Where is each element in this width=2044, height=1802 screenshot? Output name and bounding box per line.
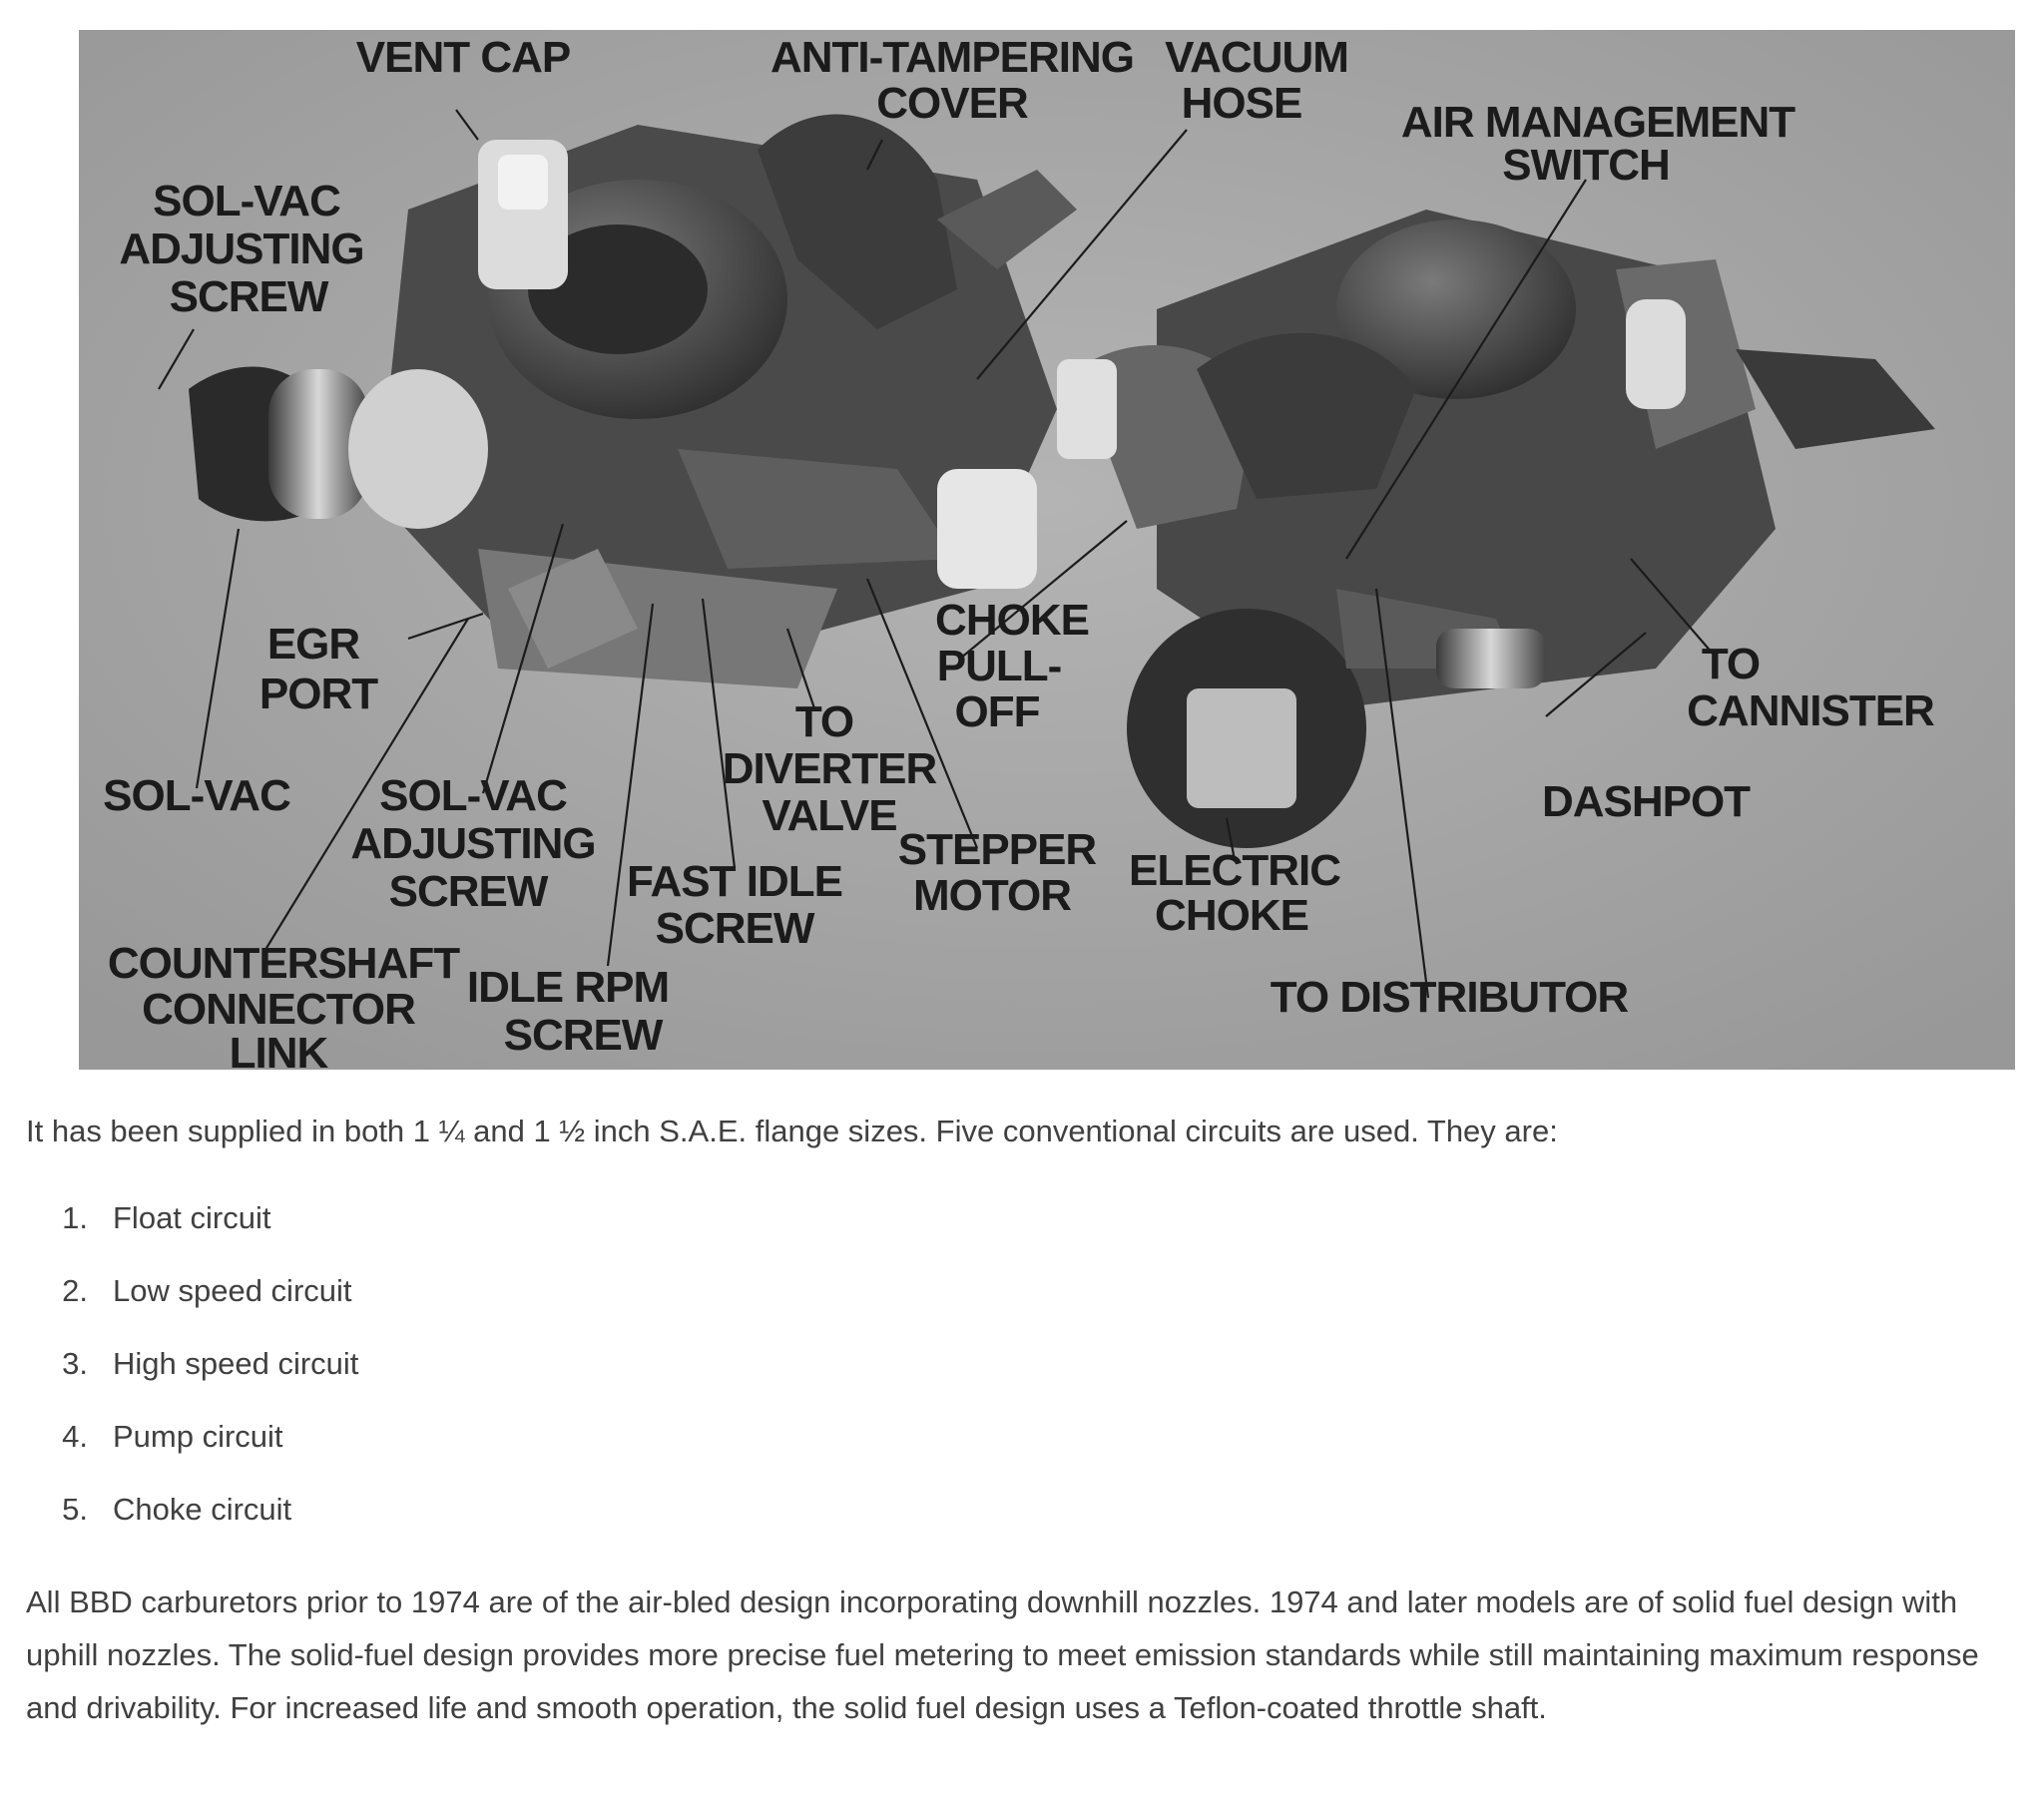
label-to-distributor: TO DISTRIBUTOR bbox=[1270, 973, 1629, 1022]
carburetor-photo bbox=[79, 30, 2015, 1070]
label-sol-vac-adjusting-screw-bottom-line2: ADJUSTING bbox=[350, 819, 596, 868]
label-dashpot: DASHPOT bbox=[1541, 777, 1751, 826]
label-air-management-switch-line2: SWITCH bbox=[1502, 141, 1670, 190]
carburetor-diagram bbox=[79, 30, 2015, 1070]
label-anti-tampering-cover-line1: ANTI-TAMPERING bbox=[769, 33, 1135, 82]
list-item-number: 4. bbox=[62, 1418, 88, 1454]
label-fast-idle-screw-line2: SCREW bbox=[655, 904, 814, 953]
label-anti-tampering-cover-line2: COVER bbox=[876, 79, 1028, 128]
list-item bbox=[26, 1181, 2012, 1254]
label-idle-rpm-screw-line2: SCREW bbox=[503, 1011, 663, 1060]
label-stepper-motor-line1: STEPPER bbox=[897, 825, 1097, 874]
list-item bbox=[26, 1400, 2012, 1473]
label-idle-rpm-screw-line1: IDLE RPM bbox=[466, 963, 670, 1012]
label-sol-vac-adjusting-screw-top-line2: ADJUSTING bbox=[119, 225, 364, 273]
closing-paragraph: All BBD carburetors prior to 1974 are of the air-bled design incorporating downhill nozzles. 1974 and later models are of solid fuel design with uphill nozzles. The solid-fuel design provides more precise fuel metering to meet emission standards while still maintaining maximum response and drivability. For increased life and smooth operation, the solid fuel design uses a Teflon-coated throttle shaft. bbox=[26, 1584, 1979, 1725]
label-countershaft-connector-link-line1: COUNTERSHAFT bbox=[107, 939, 460, 988]
label-countershaft-connector-link-line2: CONNECTOR bbox=[142, 985, 415, 1034]
label-sol-vac-adjusting-screw-bottom-line3: SCREW bbox=[388, 867, 548, 916]
label-choke-pull-off-line1: CHOKE bbox=[935, 596, 1089, 645]
intro-paragraph: It has been supplied in both 1 ¼ and 1 ½ inch S.A.E. flange sizes. Five conventional circuits are used. They are: bbox=[26, 1114, 1558, 1148]
label-choke-pull-off-line2: PULL- bbox=[936, 642, 1062, 690]
list-item-label: Float circuit bbox=[113, 1199, 271, 1235]
label-to-cannister-line1: TO bbox=[1701, 640, 1761, 688]
label-to-diverter-valve-line1: TO bbox=[794, 697, 854, 746]
label-vacuum-hose-line2: HOSE bbox=[1181, 79, 1302, 128]
list-item bbox=[26, 1254, 2012, 1327]
list-item-number: 3. bbox=[62, 1345, 88, 1381]
label-sol-vac-adjusting-screw-top-line1: SOL-VAC bbox=[153, 177, 340, 225]
list-item-label: Choke circuit bbox=[113, 1491, 292, 1527]
list-item-label: High speed circuit bbox=[113, 1345, 359, 1381]
label-choke-pull-off-line3: OFF bbox=[954, 687, 1040, 736]
label-egr-port-line1: EGR bbox=[266, 620, 360, 669]
label-electric-choke-line2: CHOKE bbox=[1155, 891, 1308, 940]
list-item bbox=[26, 1473, 2012, 1546]
label-sol-vac-adjusting-screw-bottom-line1: SOL-VAC bbox=[379, 771, 567, 820]
circuit-list bbox=[26, 1181, 2012, 1546]
list-item-label: Pump circuit bbox=[113, 1418, 283, 1454]
label-to-diverter-valve-line3: VALVE bbox=[762, 791, 897, 840]
label-vacuum-hose-line1: VACUUM bbox=[1165, 33, 1348, 82]
label-stepper-motor-line2: MOTOR bbox=[913, 871, 1071, 920]
label-electric-choke-line1: ELECTRIC bbox=[1129, 846, 1340, 895]
list-item-label: Low speed circuit bbox=[113, 1272, 352, 1308]
list-item bbox=[26, 1327, 2012, 1400]
label-to-cannister-line2: CANNISTER bbox=[1687, 686, 1934, 735]
label-sol-vac-adjusting-screw-top-line3: SCREW bbox=[169, 272, 328, 321]
list-item-number: 1. bbox=[62, 1199, 88, 1235]
label-fast-idle-screw-line1: FAST IDLE bbox=[627, 857, 842, 906]
list-item-number: 2. bbox=[62, 1272, 88, 1308]
label-egr-port-line2: PORT bbox=[258, 670, 378, 718]
label-vent-cap: VENT CAP bbox=[355, 33, 571, 82]
article-body bbox=[26, 1106, 2012, 1734]
label-countershaft-connector-link-line3: LINK bbox=[229, 1029, 328, 1070]
label-sol-vac: SOL-VAC bbox=[103, 771, 290, 820]
list-item-number: 5. bbox=[62, 1491, 88, 1527]
label-air-management-switch-line1: AIR MANAGEMENT bbox=[1400, 98, 1795, 147]
label-to-diverter-valve-line2: DIVERTER bbox=[722, 744, 937, 793]
